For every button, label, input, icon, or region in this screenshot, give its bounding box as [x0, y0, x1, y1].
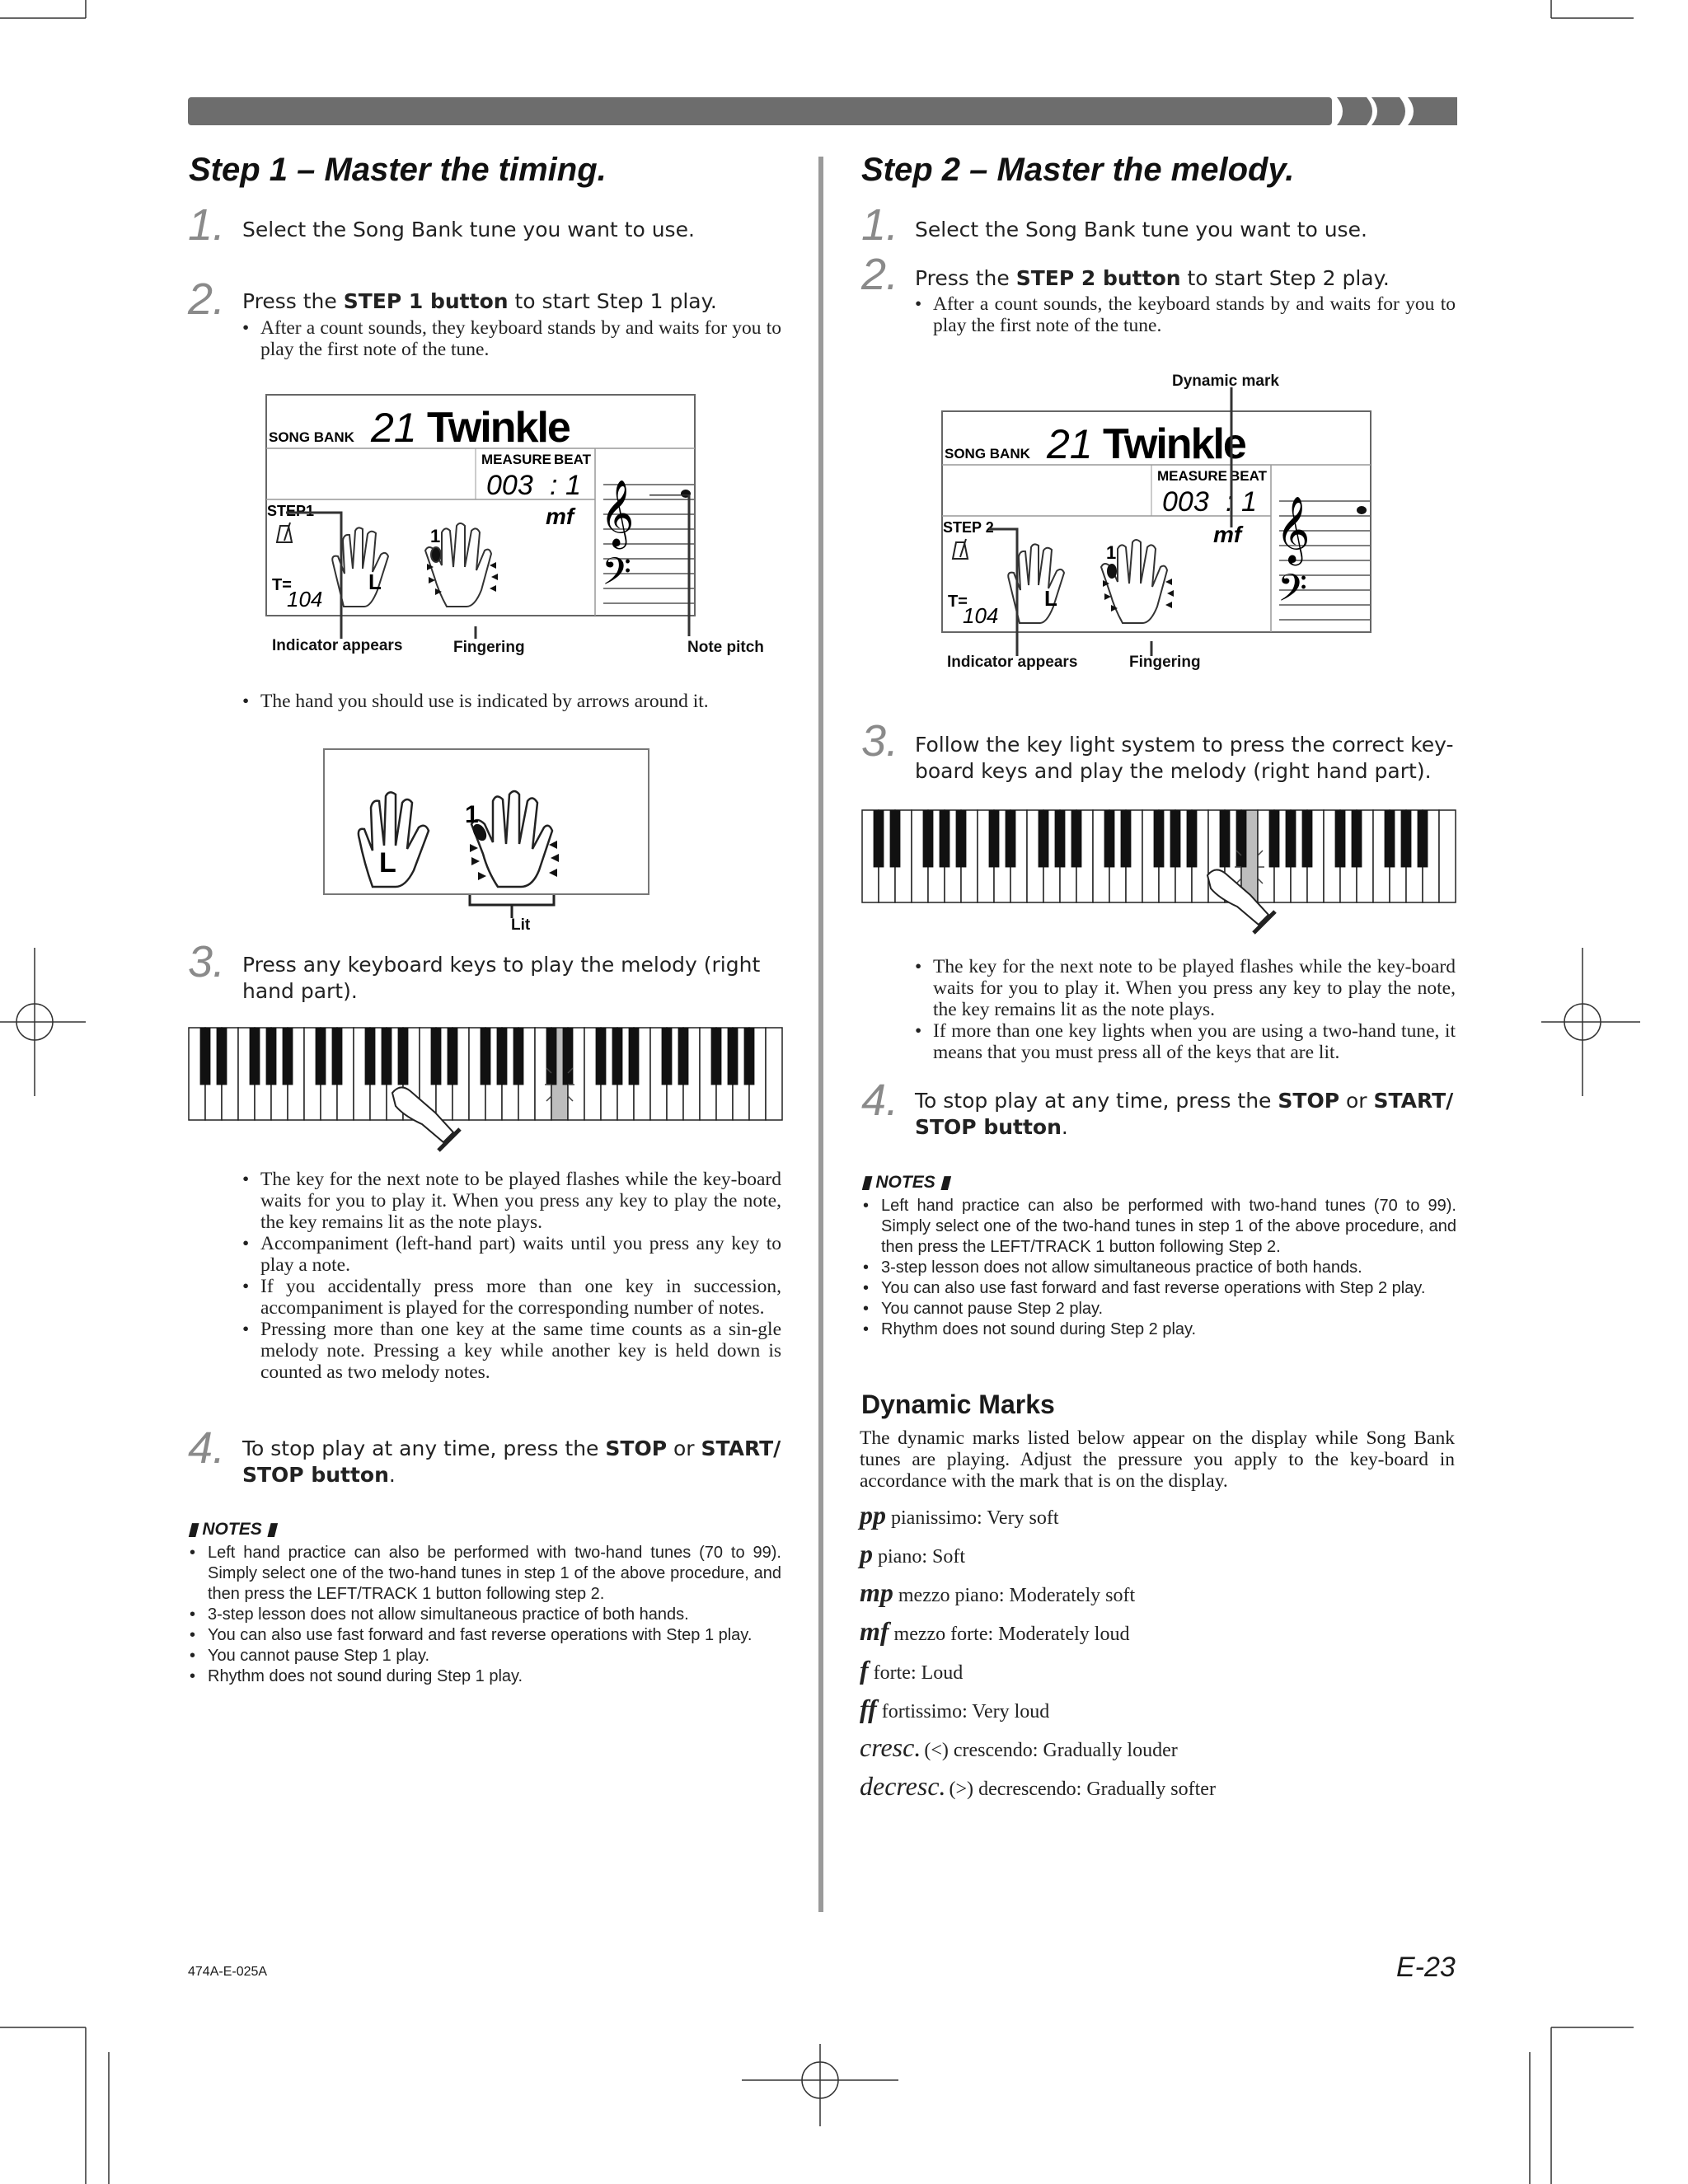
notes-list [188, 1543, 781, 1687]
black-key [890, 810, 901, 867]
bullet-list [242, 317, 781, 360]
black-key [956, 810, 967, 867]
note-item: • You can also use fast forward and fast reverse operations with Step 2 play. [861, 1278, 1456, 1299]
black-key [563, 1028, 574, 1085]
lcd-finger-number: 1 [1106, 542, 1117, 563]
black-key [1236, 810, 1247, 867]
black-key [546, 1028, 557, 1085]
lcd-dynamic-mark: mf [546, 504, 574, 529]
black-key [1335, 810, 1346, 867]
black-key [612, 1028, 623, 1085]
black-key [1385, 810, 1395, 867]
column-divider [818, 157, 823, 1912]
callout-note-pitch: Note pitch [687, 639, 764, 656]
callout-indicator: Indicator appears [272, 637, 403, 654]
black-key [481, 1028, 491, 1085]
page-number: E-23 [1396, 1952, 1456, 1983]
dynamic-row-cresc: cresc. (<) crescendo: Gradually louder [860, 1732, 1178, 1762]
header-bar [188, 97, 1457, 125]
black-key [382, 1028, 392, 1085]
black-key [989, 810, 1000, 867]
lcd-measure: MEASURE [1157, 468, 1228, 484]
step-number: 2. [188, 274, 226, 324]
notes-list [861, 1196, 1456, 1340]
lcd-tempo-label: T= [948, 593, 968, 611]
lcd-tempo-label: T= [272, 576, 292, 594]
bullet-item: • Accompaniment (left-hand part) waits until you press any key to play a note. [242, 1233, 781, 1276]
black-key [711, 1028, 722, 1085]
black-key [283, 1028, 293, 1085]
step-number: 4. [188, 1423, 226, 1473]
lcd-tempo-value: 104 [287, 587, 323, 612]
step1-heading: Step 1 – Master the timing. [189, 152, 607, 188]
black-key [1286, 810, 1296, 867]
notes-title: ▮ NOTES ▮ [188, 1520, 277, 1539]
hands-left-label: L [379, 847, 396, 879]
lcd-beat: BEAT [1230, 468, 1268, 484]
svg-text:𝄞: 𝄞 [600, 480, 635, 545]
black-key [744, 1028, 755, 1085]
black-key [1220, 810, 1231, 867]
black-key [448, 1028, 458, 1085]
svg-text::: : [1226, 486, 1234, 518]
black-key [940, 810, 950, 867]
dynamic-row-decresc: decresc. (>) decrescendo: Gradually softer [860, 1771, 1216, 1801]
black-key [1071, 810, 1082, 867]
bullet-list [242, 691, 781, 712]
step-number: 4. [861, 1076, 899, 1125]
lcd-beat: BEAT [554, 452, 592, 467]
lcd-hand-left-label: L [368, 569, 382, 594]
step-text: Press any keyboard keys to play the melody (right hand part). [242, 953, 761, 1003]
black-key [1006, 810, 1016, 867]
lcd-dynamic-mark: mf [1213, 522, 1242, 547]
lcd-tune-number: 21 [1047, 421, 1093, 467]
bullet-item: • The hand you should use is indicated by arrows around it. [242, 691, 781, 712]
black-key [1269, 810, 1280, 867]
bullet-item: • Pressing more than one key at the same time counts as a sin-gle melody note. Pressing a key while another key is held down is counted as two melody notes. [242, 1319, 781, 1383]
note-item: • Left hand practice can also be performed with two-hand tunes (70 to 99). Simply select one of the two-hand tunes in step 1 of the above procedure, and then press the LEFT/TRACK 1 button following Step 2. [861, 1196, 1456, 1258]
svg-text::: : [550, 470, 558, 501]
bullet-item: • If you accidentally press more than one key in succession, accompaniment is played for the corresponding number of notes. [242, 1276, 781, 1319]
black-key [1418, 810, 1428, 867]
callout-fingering: Fingering [453, 639, 525, 656]
step-text: To stop play at any time, press the STOP or START/ STOP button. [242, 1436, 781, 1487]
callout-indicator: Indicator appears [947, 654, 1078, 671]
step-text: Press the STEP 2 button to start Step 2 play. [915, 266, 1390, 290]
black-key [1187, 810, 1198, 867]
step-text: Select the Song Bank tune you want to use. [915, 218, 1367, 241]
dynamic-row-pp: pp pianissimo: Very soft [860, 1500, 1059, 1530]
white-key [1439, 810, 1456, 902]
lcd-callouts-step1 [265, 494, 727, 643]
black-key [874, 810, 884, 867]
step-number: 1. [861, 200, 899, 250]
black-key [1352, 810, 1362, 867]
black-key [1154, 810, 1165, 867]
lcd-hand-left-label: L [1044, 586, 1057, 611]
lcd-tune-number: 21 [371, 405, 417, 451]
black-key [923, 810, 934, 867]
lcd-step-indicator: STEP 2 [943, 519, 994, 536]
lcd-tune-name: Twinkle [427, 404, 570, 452]
lcd-finger-number: 1 [430, 526, 441, 546]
step-number: 3. [188, 937, 226, 987]
bullet-item: • After a count sounds, they keyboard stands by and waits for you to play the first note of the tune. [242, 317, 781, 360]
black-key [1170, 810, 1181, 867]
lcd-tempo-value: 104 [963, 603, 999, 628]
note-item: • 3-step lesson does not allow simultaneous practice of both hands. [861, 1258, 1456, 1278]
lit-label: Lit [511, 916, 531, 934]
lcd-measure: MEASURE [481, 452, 552, 467]
keyboard-step2 [861, 809, 1456, 941]
note-item: • You cannot pause Step 2 play. [861, 1299, 1456, 1319]
black-key [513, 1028, 524, 1085]
step-text: Press the STEP 1 button to start Step 1 play. [242, 289, 717, 313]
bullet-item: • If more than one key lights when you are using a two-hand tune, it means that you must press all of the keys that are lit. [915, 1020, 1456, 1063]
black-key [662, 1028, 673, 1085]
black-key [1055, 810, 1066, 867]
step-number: 1. [188, 200, 226, 250]
step-text: To stop play at any time, press the STOP or START/ STOP button. [915, 1089, 1454, 1139]
note-item: • You cannot pause Step 1 play. [188, 1646, 781, 1666]
hands-indicator-figure [323, 748, 649, 940]
lcd-song-bank: SONG BANK [269, 429, 354, 445]
black-key [728, 1028, 738, 1085]
black-key [250, 1028, 260, 1085]
lcd-beat-value: 1 [565, 470, 581, 501]
step-number: 3. [861, 716, 899, 766]
step-number: 2. [861, 250, 899, 299]
footer-code: 474A-E-025A [188, 1965, 268, 1979]
hands-finger-number: 1 [465, 801, 479, 828]
black-key [1039, 810, 1049, 867]
svg-text:𝄢: 𝄢 [1278, 566, 1308, 618]
note-item: • Rhythm does not sound during Step 2 play. [861, 1319, 1456, 1340]
bullet-item: • The key for the next note to be played flashes while the key-board waits for you to play it. When you press any key to play the note, the key remains lit as the note plays. [915, 956, 1456, 1020]
black-key [596, 1028, 607, 1085]
bullet-item: • The key for the next note to be played flashes while the key-board waits for you to play it. When you press any key to play the note, the key remains lit as the note plays. [242, 1169, 781, 1233]
step-text: Select the Song Bank tune you want to use. [242, 218, 695, 241]
dynamic-row-ff: ff fortissimo: Very loud [860, 1694, 1050, 1723]
bullet-item: • After a count sounds, the keyboard stands by and waits for you to play the first note of the tune. [915, 293, 1456, 336]
callout-fingering: Fingering [1129, 654, 1201, 671]
lcd-measure-value: 003 [1162, 486, 1209, 518]
dynamic-row-f: f forte: Loud [860, 1655, 964, 1685]
bullet-list [915, 956, 1456, 1063]
black-key [200, 1028, 211, 1085]
notes-title: ▮ NOTES ▮ [861, 1173, 950, 1192]
bullet-list [915, 293, 1456, 336]
note-item: • You can also use fast forward and fast reverse operations with Step 1 play. [188, 1625, 781, 1646]
step2-heading: Step 2 – Master the melody. [861, 152, 1295, 188]
black-key [497, 1028, 508, 1085]
callout-dynamic-mark: Dynamic mark [1172, 373, 1279, 390]
lcd-callouts-step2 [941, 387, 1373, 659]
black-key [1401, 810, 1412, 867]
dynamic-marks-intro: The dynamic marks listed below appear on the display while Song Bank tunes are playing. Adjust the pressure you apply to the key-board in accordance with the mark that is on the display. [860, 1427, 1455, 1492]
black-key [1302, 810, 1313, 867]
black-key [398, 1028, 409, 1085]
note-item: • Rhythm does not sound during Step 1 play. [188, 1666, 781, 1687]
black-key [332, 1028, 343, 1085]
lcd-beat-value: 1 [1241, 486, 1257, 518]
white-key [766, 1028, 782, 1120]
keyboard-step1 [188, 1027, 783, 1159]
black-key [365, 1028, 376, 1085]
note-item: • 3-step lesson does not allow simultaneous practice of both hands. [188, 1605, 781, 1625]
lcd-step-indicator: STEP1 [267, 503, 315, 519]
black-key [678, 1028, 689, 1085]
lcd-song-bank: SONG BANK [945, 446, 1030, 462]
svg-text:𝄢: 𝄢 [602, 550, 632, 602]
lcd-measure-value: 003 [486, 470, 533, 501]
bullet-list [242, 1169, 781, 1383]
dynamic-row-mp: mp mezzo piano: Moderately soft [860, 1577, 1136, 1607]
dynamic-row-mf: mf mezzo forte: Moderately loud [860, 1616, 1130, 1646]
black-key [629, 1028, 640, 1085]
black-key [1104, 810, 1115, 867]
dynamic-marks-heading: Dynamic Marks [861, 1390, 1055, 1419]
lcd-tune-name: Twinkle [1103, 420, 1245, 468]
black-key [1121, 810, 1132, 867]
black-key [316, 1028, 326, 1085]
step-text: Follow the key light system to press the correct key-board keys and play the melody (right hand part). [915, 733, 1454, 783]
black-key [266, 1028, 277, 1085]
black-key [431, 1028, 442, 1085]
svg-text:𝄞: 𝄞 [1276, 497, 1311, 561]
dynamic-row-p: p piano: Soft [860, 1539, 965, 1568]
note-item: • Left hand practice can also be performed with two-hand tunes (70 to 99). Simply select one of the two-hand tunes in step 1 of the above procedure, and then press the LEFT/TRACK 1 button following step 2. [188, 1543, 781, 1605]
black-key [217, 1028, 227, 1085]
